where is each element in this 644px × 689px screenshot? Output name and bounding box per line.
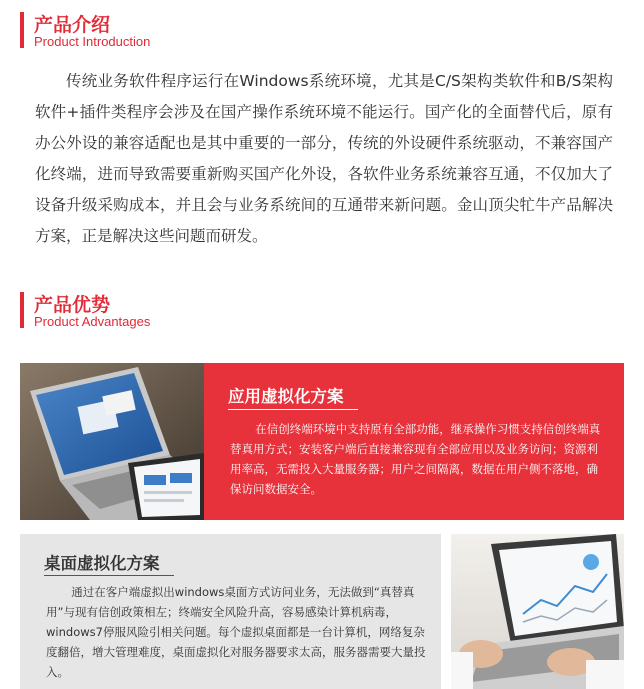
title-underline xyxy=(228,409,358,410)
desktop-virtualization-card xyxy=(20,534,441,689)
advantages-subtitle: Product Advantages xyxy=(34,314,151,329)
app-virtualization-card xyxy=(204,363,624,520)
heading-accent-bar xyxy=(20,12,24,48)
card-title: 桌面虚拟化方案 xyxy=(44,554,160,573)
card-body: 通过在客户端虚拟出windows桌面方式访问业务，无法做到“真替真用”与现有信创政策相左；终端安全风险升高，容易感染计算机病毒，windows7停服风险引相关问题。每个虚拟桌面都是一台计算机，网络复杂度翻倍，增大管理难度，桌面虚拟化对服务器要求太高，服务器需要大量投入。 xyxy=(46,585,426,679)
intro-title: 产品介绍 xyxy=(34,14,111,36)
card-body: 在信创终端环境中支持原有全部功能，继承操作习惯支持信创终端真替真用方式；安装客户端后直接兼容现有全部应用以及业务访问；资源利用率高，无需投入大量服务器；用户之间隔离，数据在用户侧不落地，确保访问数据安全。 xyxy=(230,422,601,496)
card-title: 应用虚拟化方案 xyxy=(228,387,344,406)
heading-accent-bar xyxy=(20,292,24,328)
laptop-tablet-photo xyxy=(20,363,204,520)
intro-paragraph: 传统业务软件程序运行在Windows系统环境，尤其是C/S架构类软件和B/S架构软件+插件类程序会涉及在国产操作系统环境不能运行。国产化的全面替代后，原有办公外设的兼容适配也是其中重要的一部分，传统的外设硬件系统驱动，不兼容国产化终端，进而导致需要重新购买国产化外设，各软件业务系统兼容互通，不仅加大了设备升级采购成本，并且会与业务系统间的互通带来新问题。金山顶尖牤牛产品解决方案，正是解决这些问题而研发。 xyxy=(35,72,613,245)
hands-laptop-photo xyxy=(451,534,624,689)
advantages-title: 产品优势 xyxy=(34,294,111,316)
title-underline xyxy=(44,575,174,576)
intro-subtitle: Product Introduction xyxy=(34,34,151,49)
